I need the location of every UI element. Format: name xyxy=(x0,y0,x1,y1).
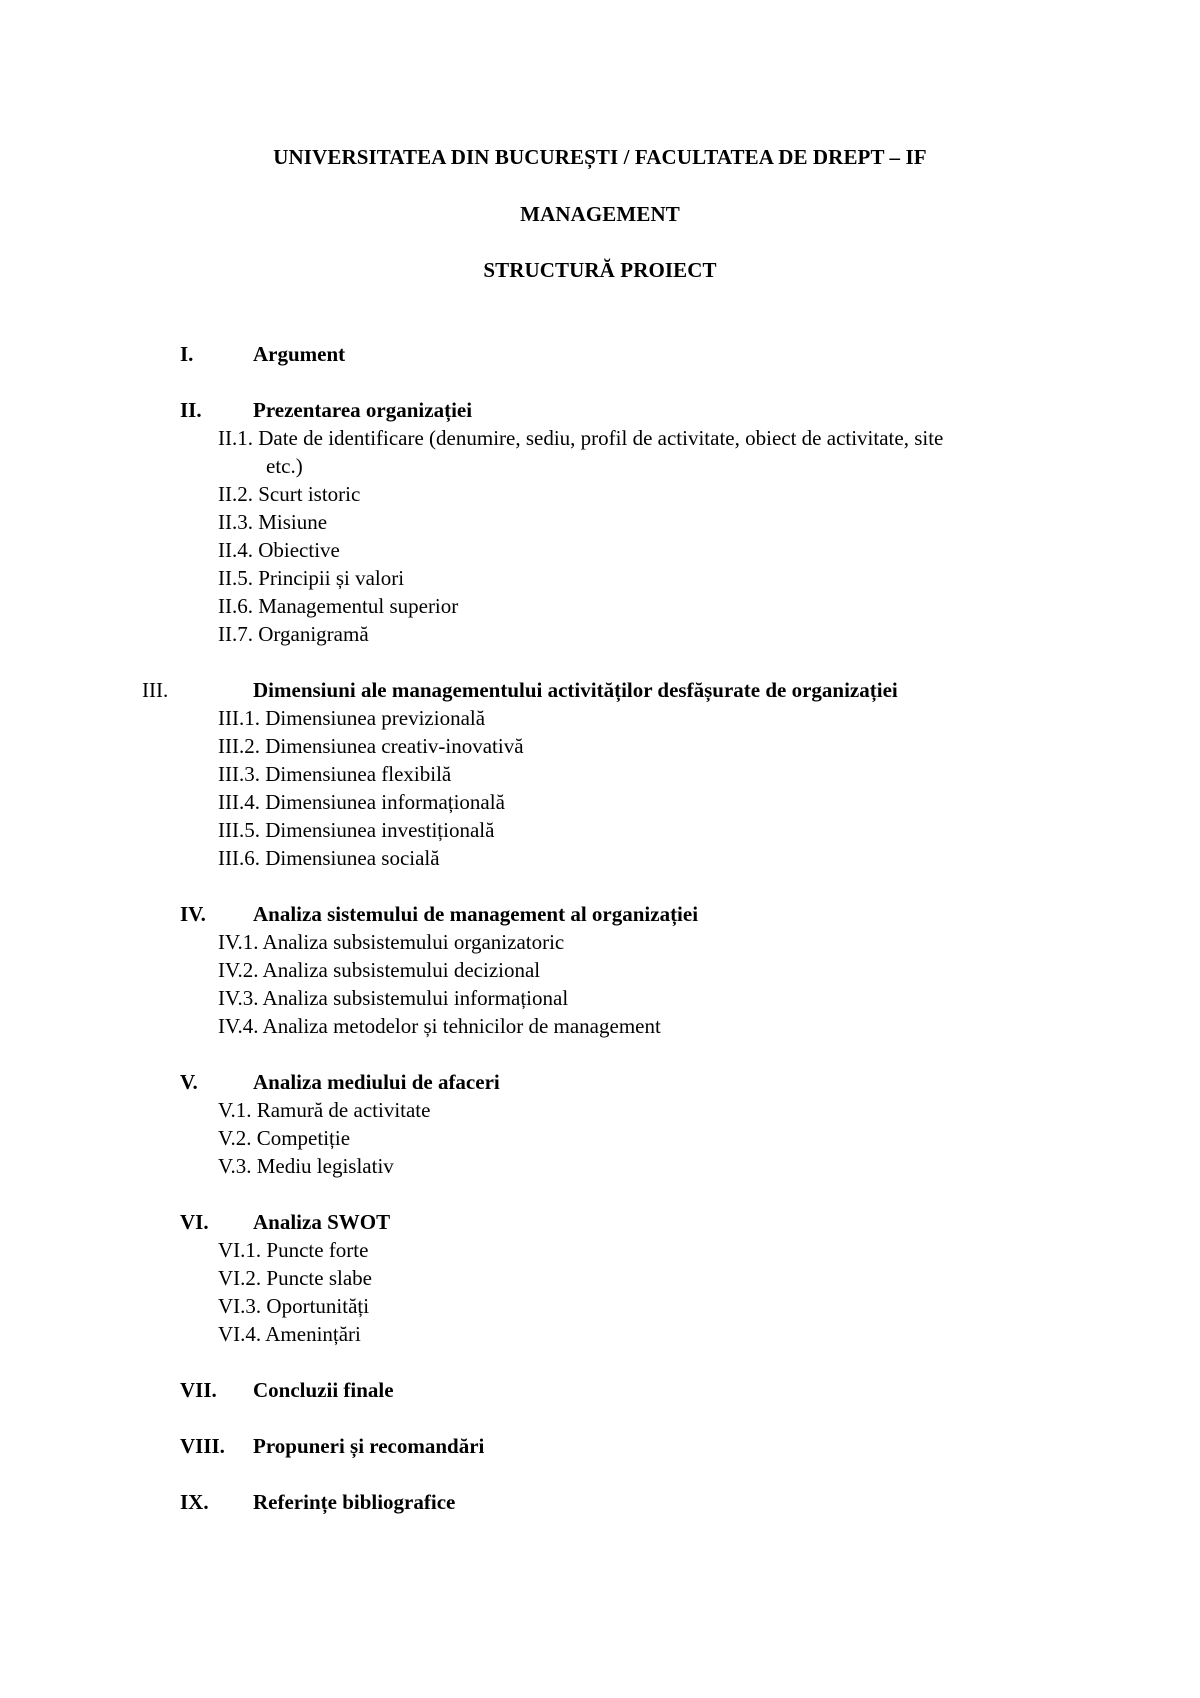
section-number: IV. xyxy=(180,902,206,926)
section-number: I. xyxy=(180,342,194,366)
list-item: II.4. Obiective xyxy=(218,538,340,562)
section-number: III. xyxy=(142,678,169,702)
document-title: STRUCTURĂ PROIECT xyxy=(483,258,717,282)
section-label: Propuneri și recomandări xyxy=(253,1434,485,1458)
section-label: Analiza sistemului de management al organizației xyxy=(253,902,699,926)
section-label: Argument xyxy=(253,342,346,366)
list-item: IV.3. Analiza subsistemului informațional xyxy=(218,986,569,1010)
section-label: Prezentarea organizației xyxy=(253,398,473,422)
list-item: V.3. Mediu legislativ xyxy=(218,1154,394,1178)
list-item: II.6. Managementul superior xyxy=(218,594,459,618)
section-number: VIII. xyxy=(180,1434,225,1458)
list-item: II.1. Date de identificare (denumire, sediu, profil de activitate, obiect de activitate, site xyxy=(218,426,944,450)
section-label: Dimensiuni ale managementului activităților desfășurate de organizației xyxy=(253,678,898,702)
list-item: III.2. Dimensiunea creativ-inovativă xyxy=(218,734,524,758)
list-item: III.1. Dimensiunea previzională xyxy=(218,706,486,730)
list-item: III.4. Dimensiunea informațională xyxy=(218,790,505,814)
list-item: IV.4. Analiza metodelor și tehnicilor de management xyxy=(218,1014,661,1038)
section-label: Concluzii finale xyxy=(253,1378,394,1402)
section-number: VII. xyxy=(180,1378,217,1402)
section-number: VI. xyxy=(180,1210,209,1234)
list-item: V.2. Competiție xyxy=(218,1126,351,1150)
list-item: IV.2. Analiza subsistemului decizional xyxy=(218,958,541,982)
list-item: V.1. Ramură de activitate xyxy=(218,1098,431,1122)
section-number: II. xyxy=(180,398,202,422)
list-item: II.2. Scurt istoric xyxy=(218,482,361,506)
list-item: VI.3. Oportunități xyxy=(218,1294,370,1318)
section-label: Analiza SWOT xyxy=(253,1210,391,1234)
institution-heading: UNIVERSITATEA DIN BUCUREȘTI / FACULTATEA DE DREPT – IF xyxy=(273,145,927,169)
list-item: II.7. Organigramă xyxy=(218,622,369,646)
section-label: Referințe bibliografice xyxy=(253,1490,456,1514)
list-item: VI.1. Puncte forte xyxy=(218,1238,369,1262)
list-item: IV.1. Analiza subsistemului organizatoric xyxy=(218,930,565,954)
list-item-continuation: etc.) xyxy=(266,454,303,478)
list-item: VI.2. Puncte slabe xyxy=(218,1266,372,1290)
list-item: II.5. Principii și valori xyxy=(218,566,405,590)
section-number: V. xyxy=(180,1070,198,1094)
list-item: III.5. Dimensiunea investițională xyxy=(218,818,495,842)
list-item: II.3. Misiune xyxy=(218,510,328,534)
course-heading: MANAGEMENT xyxy=(520,202,680,226)
section-label: Analiza mediului de afaceri xyxy=(253,1070,500,1094)
list-item: III.3. Dimensiunea flexibilă xyxy=(218,762,452,786)
list-item: VI.4. Amenințări xyxy=(218,1322,361,1346)
list-item: III.6. Dimensiunea socială xyxy=(218,846,440,870)
section-number: IX. xyxy=(180,1490,209,1514)
